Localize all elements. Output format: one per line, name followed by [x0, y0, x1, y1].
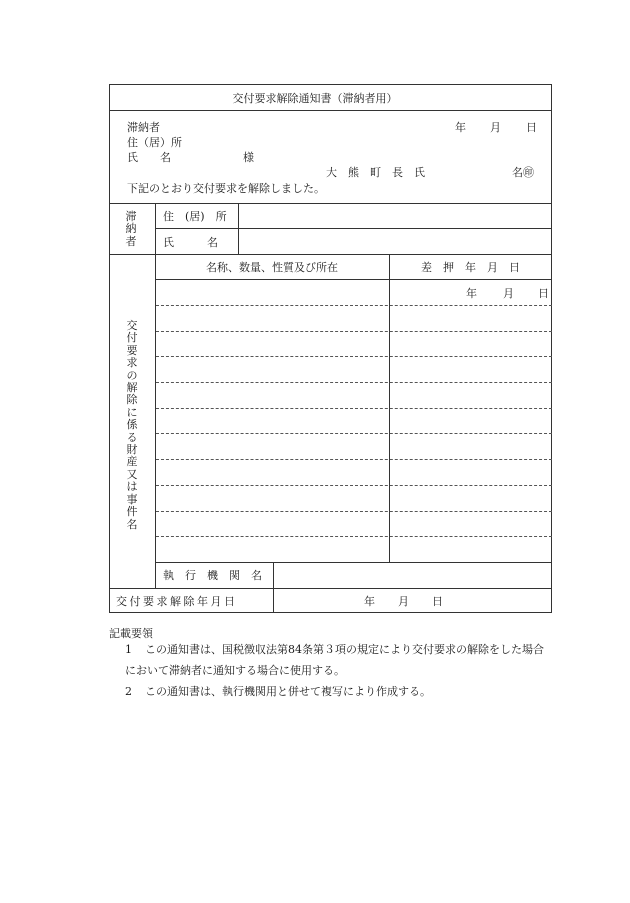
note-1-continuation: において滞納者に通知する場合に使用する。 [125, 664, 345, 677]
release-divider [109, 588, 552, 589]
header-name-label: 氏 名 [127, 151, 171, 164]
release-day: 日 [432, 595, 443, 608]
header-divider [109, 203, 552, 204]
agency-divider [155, 562, 552, 563]
release-value-divider [273, 588, 274, 613]
row-divider [156, 408, 552, 409]
date-month: 月 [503, 287, 514, 300]
property-cell[interactable] [160, 335, 384, 353]
delinquent-address-label: 住 (居) 所 [163, 210, 227, 223]
note-1-number: 1 [125, 643, 132, 656]
property-cell[interactable] [160, 463, 384, 481]
note-2-number: 2 [125, 685, 132, 698]
agency-value[interactable] [281, 569, 546, 582]
date-day: 日 [538, 287, 549, 300]
header-address-label: 住（居）所 [127, 136, 182, 149]
row-divider [156, 305, 552, 306]
release-year: 年 [364, 595, 375, 608]
row-divider [156, 459, 552, 460]
row-divider [156, 536, 552, 537]
property-cell[interactable] [160, 489, 384, 507]
property-cell[interactable] [160, 283, 384, 301]
release-date-label: 交付要求解除年月日 [116, 595, 238, 608]
row-divider [156, 382, 552, 383]
header-year: 年 [455, 121, 466, 134]
note-2-text: この通知書は、執行機関用と併せて複写により作成する。 [145, 685, 431, 698]
statement-text: 下記のとおり交付要求を解除しました。 [127, 182, 325, 195]
agency-value-divider [273, 562, 274, 588]
row-divider [156, 356, 552, 357]
delinquent-section-bottom [109, 254, 552, 255]
date-year: 年 [466, 287, 477, 300]
delinquent-label: 滞納者 [127, 121, 160, 134]
form-title: 交付要求解除通知書（滞納者用） [232, 92, 398, 105]
notes-heading: 記載要領 [109, 627, 153, 640]
property-cell[interactable] [160, 515, 384, 533]
title-divider [109, 110, 552, 111]
header-sama: 様 [243, 151, 254, 164]
property-side-label: 交付要求の解除に係る財産又は事件名 [126, 319, 138, 531]
col-date-header: 差 押 年 月 日 [421, 261, 520, 274]
property-cell[interactable] [160, 540, 384, 558]
delinquent-address-value[interactable] [246, 210, 546, 223]
property-cell[interactable] [160, 412, 384, 430]
property-cell[interactable] [160, 360, 384, 378]
delinquent-name-label: 氏 名 [163, 236, 218, 249]
property-cell[interactable] [160, 386, 384, 404]
seal-label: 名㊞ [512, 166, 534, 179]
row-divider [156, 485, 552, 486]
note-1-text: この通知書は、国税徴収法第84条第３項の規定により交付要求の解除をした場合 [145, 643, 544, 656]
col-property-header: 名称、数量、性質及び所在 [206, 261, 338, 274]
delinquent-side-label: 滞納者 [125, 210, 137, 248]
row-divider [156, 511, 552, 512]
property-cell[interactable] [160, 437, 384, 455]
property-cell[interactable] [160, 309, 384, 327]
agency-label: 執 行 機 関 名 [163, 569, 262, 582]
issuer-label: 大 熊 町 長 氏 [326, 166, 425, 179]
row-divider [156, 331, 552, 332]
header-month: 月 [490, 121, 501, 134]
delinquent-row-divider [155, 228, 552, 229]
property-header-divider [155, 279, 552, 280]
row-divider [156, 433, 552, 434]
header-day: 日 [526, 121, 537, 134]
delinquent-name-value[interactable] [246, 236, 546, 249]
release-month: 月 [398, 595, 409, 608]
